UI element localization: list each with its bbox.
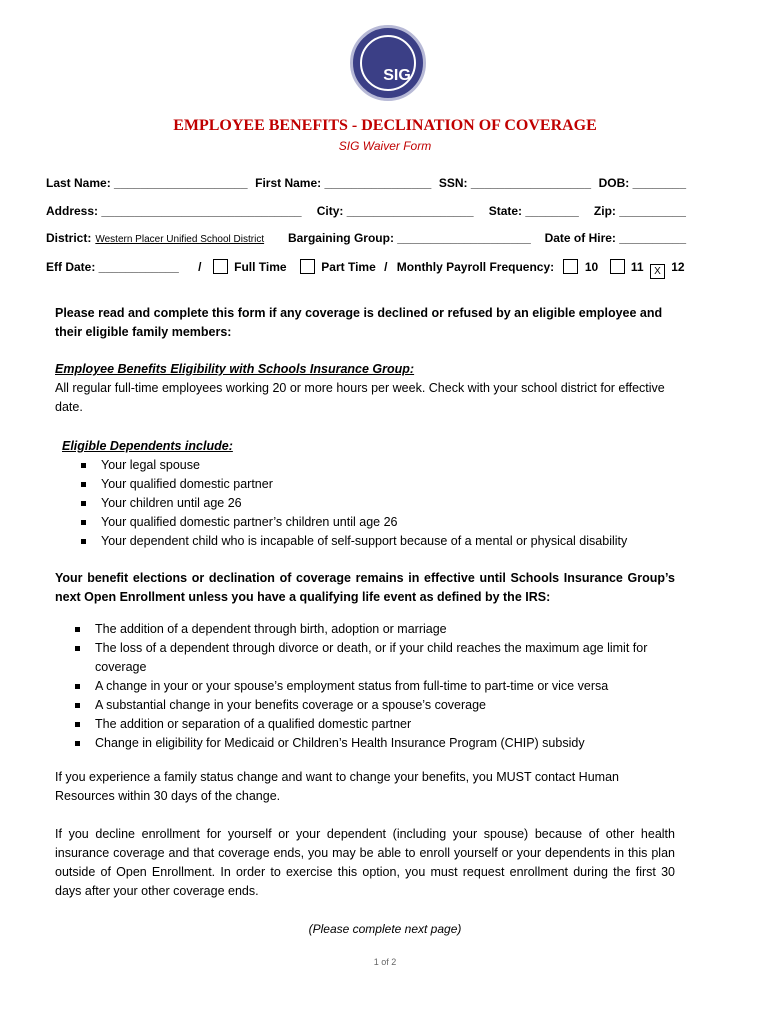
list-item: Your dependent child who is incapable of self-support because of a mental or physical disability (55, 532, 695, 551)
list-item: Your qualified domestic partner (55, 475, 695, 494)
full-time-label: Full Time (234, 260, 287, 274)
full-time-checkbox[interactable] (213, 259, 228, 274)
list-item: Your qualified domestic partner’s children until age 26 (55, 513, 695, 532)
address-field[interactable]: Address: ______________________________ (46, 204, 302, 218)
list-item: Your legal spouse (55, 456, 695, 475)
sig-logo (350, 25, 426, 101)
next-page-note: (Please complete next page) (308, 922, 462, 936)
freq-12-checkbox[interactable]: X (650, 264, 665, 279)
dependents-section (55, 437, 695, 551)
intro-text: Please read and complete this form if any coverage is declined or refused by an eligible employee and their eligible family members: (55, 306, 663, 339)
dob-field[interactable]: DOB: ________ (598, 176, 686, 190)
freq-10-checkbox[interactable] (563, 259, 578, 274)
elections-list (55, 620, 675, 753)
freq-11-label: 11 (630, 260, 644, 274)
list-item: Change in eligibility for Medicaid or Children’s Health Insurance Program (CHIP) subsidy (55, 734, 675, 753)
list-item: The loss of a dependent through divorce or death, or if your child reaches the maximum age limit for coverage (55, 639, 675, 677)
eligibility-heading: Employee Benefits Eligibility with Schools Insurance Group: (55, 362, 415, 376)
form-subtitle: SIG Waiver Form (338, 139, 432, 153)
eligibility-text: All regular full-time employees working 20 or more hours per week. Check with your school district for effective date. (55, 381, 665, 414)
freq-12-label: 12 (671, 260, 685, 274)
city-field[interactable]: City: ___________________ (316, 204, 474, 218)
dependents-list (55, 456, 695, 551)
page-number: 1 of 2 (373, 957, 397, 967)
separator-slash: / (384, 260, 388, 274)
list-item: A change in your or your spouse’s employment status from full-time to part-time or vice versa (55, 677, 675, 696)
list-item: A substantial change in your benefits coverage or a spouse’s coverage (55, 696, 675, 715)
district-label: District: (46, 231, 92, 245)
district-field[interactable] (46, 231, 274, 245)
list-item: The addition or separation of a qualified domestic partner (55, 715, 675, 734)
date-of-hire-field[interactable]: Date of Hire: __________ (544, 231, 686, 245)
logo-text: SIG (383, 67, 411, 84)
row-district (46, 231, 686, 245)
row-address (46, 204, 686, 218)
decline-text: If you decline enrollment for yourself or your dependent (including your spouse) because of other health insurance coverage and that coverage ends, you may be able to enroll yourself or your dependents in this plan outside of Open Enrollment. In order to exercise this option, you must request enrollment during the first 30 days after your other coverage ends. (55, 827, 675, 898)
first-name-field[interactable]: First Name: ________________ (255, 176, 432, 190)
separator-slash: / (198, 260, 202, 274)
row-employment (46, 259, 686, 279)
eff-date-field[interactable]: Eff Date: ____________ (46, 260, 179, 274)
last-name-field[interactable]: Last Name: ____________________ (46, 176, 248, 190)
row-name (46, 176, 686, 190)
payroll-frequency-label: Monthly Payroll Frequency: (396, 260, 555, 274)
district-value: Western Placer Unified School District (95, 234, 265, 245)
freq-11-checkbox[interactable] (610, 259, 625, 274)
list-item: Your children until age 26 (55, 494, 695, 513)
logo-ring (360, 35, 416, 91)
state-field[interactable]: State: ________ (488, 204, 579, 218)
list-item: The addition of a dependent through birth, adoption or marriage (55, 620, 675, 639)
freq-10-label: 10 (584, 260, 599, 274)
dependents-heading: Eligible Dependents include: (62, 439, 233, 453)
elections-heading: Your benefit elections or declination of coverage remains in effective until Schools Insurance Group’s next Open Enrollment unless you have a qualifying life event as defined by the IRS: (55, 571, 675, 604)
eligibility-section (55, 360, 675, 417)
part-time-label: Part Time (321, 260, 376, 274)
ssn-field[interactable]: SSN: __________________ (438, 176, 591, 190)
form-title: EMPLOYEE BENEFITS - DECLINATION OF COVERAGE (173, 117, 597, 134)
bargaining-group-field[interactable]: Bargaining Group: ____________________ (287, 231, 531, 245)
part-time-checkbox[interactable] (300, 259, 315, 274)
family-change-text: If you experience a family status change and want to change your benefits, you MUST contact Human Resources within 30 days of the change. (55, 770, 619, 803)
zip-field[interactable]: Zip: __________ (593, 204, 686, 218)
